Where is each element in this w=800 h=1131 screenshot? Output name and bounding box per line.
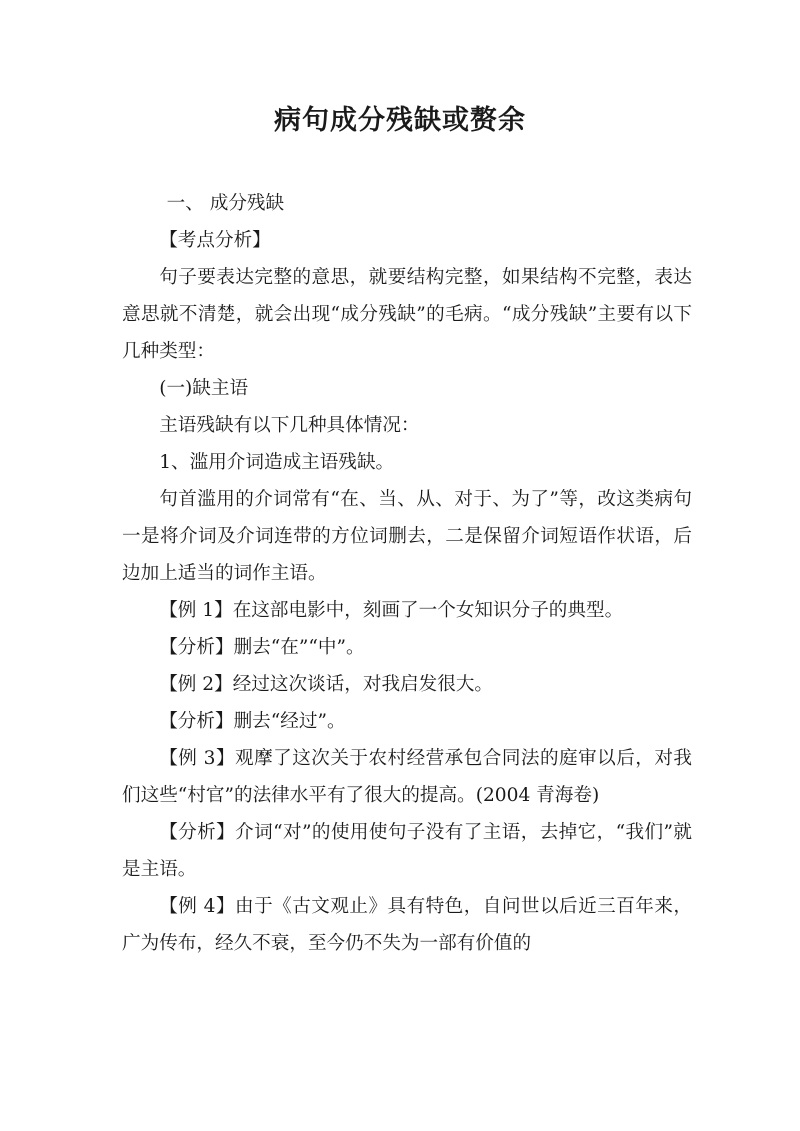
example-sentence: 【例 4】由于《古文观止》具有特色，自问世以后近三百年来，广为传布，经久不衰，至今仍不失为一部有价值的: [122, 896, 692, 954]
analysis-note: 【分析】删去“经过”。: [159, 711, 346, 732]
document-body: [122, 185, 692, 962]
paragraph: 句子要表达完整的意思，就要结构完整，如果结构不完整，表达意思就不清楚，就会出现“成分残缺”的毛病。“成分残缺”主要有以下几种类型：: [122, 267, 692, 362]
paragraph: 句首滥用的介词常有“在、当、从、对于、为了”等，改这类病句一是将介词及介词连带的方位词删去，二是保留介词短语作状语，后边加上适当的词作主语。: [122, 489, 692, 584]
paragraph: 1、滥用介词造成主语残缺。: [159, 452, 395, 473]
analysis-note: 【分析】介词“对”的使用使句子没有了主语，去掉它，“我们”就是主语。: [122, 822, 692, 880]
document-title: 病句成分残缺或赘余: [274, 105, 526, 136]
example-sentence: 【例 1】在这部电影中，刻画了一个女知识分子的典型。: [159, 600, 624, 621]
subheading: (一)缺主语: [159, 378, 249, 399]
analysis-note: 【分析】删去“在”“中”。: [159, 637, 365, 658]
example-sentence: 【例 3】观摩了这次关于农村经营承包合同法的庭审以后，对我们这些“村官”的法律水平有了很大的提高。(2004 青海卷): [122, 748, 692, 806]
subheading: 【考点分析】: [159, 230, 271, 251]
section-heading: 一、 成分残缺: [166, 193, 285, 214]
paragraph: 主语残缺有以下几种具体情况：: [159, 415, 420, 436]
example-sentence: 【例 2】经过这次谈话，对我启发很大。: [159, 674, 494, 695]
